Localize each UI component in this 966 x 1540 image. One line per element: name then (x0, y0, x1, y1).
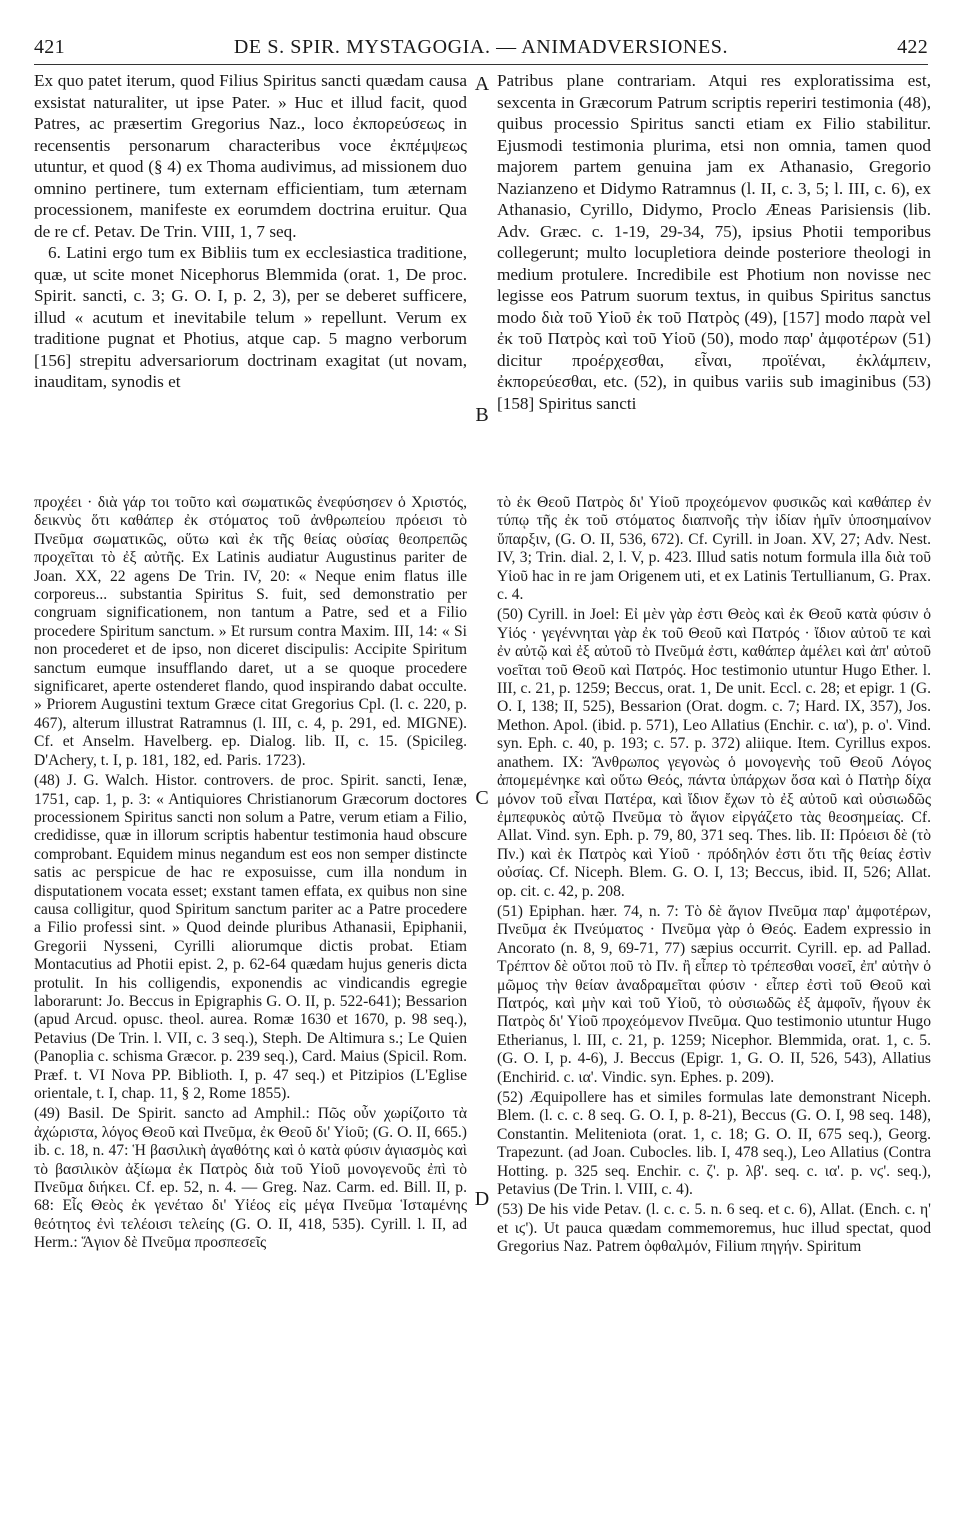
footnotes-right-column (497, 494, 931, 1518)
footnote-48: (48) J. G. Walch. Histor. controvers. de proc. Spirit. sancti, Ienæ, 1751, cap. 1, p. 3: « Antiquiores Christianorum Græcorum doctores processionem Spiritus sancti non solum a Patre, verum etiam a Filio, credidisse, quæ in illorum scriptis habentur testimonia haud obscure comprobant. Equidem minus negandum est eos non semper distincte satis ac perspicue de hac re exposuisse, cum illa nondum in disputationem vocata esset; exstant tamen effata, ex quibus non sine causa colligitur, quod Spiritum sanctum pariter ac a Patre procedere a Filio professi sint. » Quod deinde pluribus Athanasii, Epiphanii, Gregorii Nysseni, Cyrilli aliorumque dictis probat. Etiam Montacutius ad Photii epist. 2, p. 62-64 quædam hujus generis dicta protulit. In his colligendis, exponendis ac vindicandis egregie laborarunt: Jo. Beccus in Epigraphis G. O. II, p. 522-641); Bessarion (apud Arcud. opusc. theol. aurea. Romæ 1630 et 1670, p. 98 seq.), Petavius (De Trin. l. VII, c. 3 seq.), Steph. De Altimura s.; Le Quien (Panoplia c. schisma Græcor. p. 239 seq.), Card. Maius (Spicil. Rom. Præf. t. VI Nova PP. Biblioth. I, p. 47 seq.) et Pitzipios (L'Eglise orientale, t. I, chap. 11, § 2, Rome 1855). (34, 772, 467, 1102)
main-paragraph: 6. Latini ergo tum ex Bibliis tum ex ecclesiastica traditione, quæ, ut scite monet Nicephorus Blemmida (orat. 1, De proc. Spirit. sancti, c. 3; G. O. I, p. 2, 3), per se deberet sufficere, illud « acutum et inevitabile telum » repellunt. Verum ex traditione pugnat et Photius, atque cap. 5 magno verborum [156] strepitu adversariorum doctrinam exagitat (ut novam, inauditam, synodis et (34, 243, 467, 391)
header-rule (34, 64, 928, 65)
page-header (34, 36, 928, 62)
main-text-right-column (497, 70, 931, 488)
main-text-left-column (34, 70, 467, 488)
column-letter-c: C (475, 787, 489, 809)
column-letter-d: D (474, 1188, 490, 1210)
main-paragraph: Patribus plane contrariam. Atqui res exploratissima est, sexcenta in Græcorum Patrum scriptis reperiri testimonia (48), quibus processio Spiritus sancti etiam ex Filio stabilitur. Ejusmodi testimonia plurima, etsi non omnia, tamen quod majorem partem genuina jam ex Athanasio, Gregorio Nazianzeno et Didymo Ratramnus (l. II, c. 3, 5; l. III, c. 6), ex Athanasio, Cyrillo, Didymo, Proclo Æneas Parisiensis (lib. Adv. Græc. c. 1-19, 29-34, 75), ipsius Photii temporibus collegerunt; multo locupletiora deinde posteriore theologi in medium protulere. Incredibile est Photium non novisse nec legisse eos Patrum suorum textus, in quibus Spiritus sanctus modo διὰ τοῦ Υἱοῦ ἐκ τοῦ Πατρὸς (49), [157] modo παρὰ vel ἐκ τοῦ Πατρὸς καὶ τοῦ Υἱοῦ (50), modo παρ' ἀμφοτέρων (51) dicitur προέρχεσθαι, εἶναι, προϊέναι, ἐκλάμπειν, ἐκπορεύεσθαι, etc. (52), in quibus variis sub imaginibus (53) [158] Spiritus sancti (497, 71, 931, 413)
footnote-50: (50) Cyrill. in Joel: Εἰ μὲν γὰρ ἐστι Θεὸς καὶ ἐκ Θεοῦ κατὰ φύσιν ὁ Υἱός · γεγέννηται γὰρ ἐκ τοῦ Θεοῦ καὶ Πατρός · ἴδιον αὐτοῦ τε καὶ ἐν αὐτῷ καὶ ἐξ αὐτοῦ τὸ Πνεῦμά ἐστι, καθάπερ ἀμέλει καὶ ἀπ' αὐτοῦ νοεῖται τοῦ Θεοῦ καὶ Πατρός. Hoc testimonio utuntur Hugo Ether. l. III, c. 21, p. 1259; Beccus, orat. 1, De unit. Eccl. c. 28; et epigr. 1 (G. O. I, 138; II, 525), Bessarion (Orat. dogm. c. 7; Hard. IX, 357), Jos. Methon. Apol. (ibid. p. 571), Leo Allatius (Enchir. c. ια'), p. ο'. Vind. syn. Eph. c. 40, p. 193; c. 57. p. 372) aliique. Item. Cyrillus expos. anathem. IX: Ἄνθρωπος γεγονὼς ὁ μονογενὴς τοῦ Θεοῦ Λόγος ἀπομεμένηκε καὶ οὕτω Θεός, πάντα ὑπάρχων ὅσα καὶ ὁ Πατὴρ δίχα μόνον τοῦ εἶναι Πατέρα, καὶ ἴδιον ἔχων τὸ ἐξ αὐτοῦ καὶ οὐσιωδῶς ἐμπεφυκὸς αὐτῷ Πνεῦμα τὸ ἅγιον εἰργάζετο τὰς θεοσημείας. Cf. Allat. Vind. syn. Eph. p. 79, 80, 371 seq. Thes. lib. II: Πρόεισι δὲ (τὸ Πν.) καὶ ἐκ Πατρὸς καὶ Υἱοῦ · πρόδηλόν ἐστι ὅτι τῆς θείας ἐστὶν οὐσίας. Cf. Niceph. Blem. G. O. I, 13; Beccus, ibid. II, 526; Allat. op. cit. c. 42, p. 208. (497, 606, 931, 900)
page-number-left: 421 (34, 36, 65, 58)
column-letter-a: A (474, 73, 490, 95)
column-letter-b: B (475, 404, 489, 426)
footnote-51: (51) Epiphan. hær. 74, n. 7: Τὸ δὲ ἅγιον Πνεῦμα παρ' ἀμφοτέρων, Πνεῦμα ἐκ Πνεύματος · Πνεῦμα γὰρ ὁ Θεός. Eadem expressio in Ancorato (n. 8, 9, 69-71, 77) sæpius occurrit. Cyrill. ep. ad Pallad. Τρέπτον δὲ οὔτοι ποῦ τὸ Πν. ἢ εἶπερ τὸ τρέπεσθαι νοσεῖ, ἐπ' αὐτὴν ὁ μῶμος τὴν θείαν ἀναδραμεῖται φύσιν · εἶπερ ἐστὶ τοῦ Θεοῦ καὶ Πατρός, καὶ μὴν καὶ τοῦ Υἱοῦ, τὸ οὐσιωδῶς ἐξ ἀμφοῖν, ἤγουν ἐκ Πατρὸς δι' Υἱοῦ προχεόμενον Πνεῦμα. Quo testimonio utuntur Hugo Etherianus, l. III, c. 21, p. 1259; Nicephor. Blemmida, orat. 1, c. 5. (G. O. I, p. 4-6), J. Beccus (Epigr. 1, G. O. II, 526, 543), Allatius (Enchirid. c. ια'. Vindic. syn. Ephes. p. 209). (497, 902, 931, 1086)
page-number-right: 422 (897, 36, 928, 58)
footnote-49: (49) Basil. De Spirit. sancto ad Amphil.: Πῶς οὖν χωρίζοιτο τὰ ἀχώριστα, λόγος Θεοῦ καὶ Πνεῦμα, ἐκ Θεοῦ δι' Υἱοῦ; (G. O. II, 665.) ib. c. 18, n. 47: Ἡ βασιλικὴ ἀγαθότης καὶ ὁ κατὰ φύσιν ἁγιασμὸς καὶ τὸ βασιλικὸν ἀξίωμα ἐκ Πατρὸς διὰ τοῦ Υἱοῦ μονογενοῦς ἐπὶ τὸ Πνεῦμα διήκει. Cf. ep. 52, n. 4. — Greg. Naz. Carm. ed. Bill. II, p. 68: Εἷς Θεὸς ἐκ γενέταο δι' Υἱέος εἰς μέγα Πνεῦμα Ἱσταμένης θεότητος ἐνὶ τελέοισι τελείης (G. O. II, 418, 535). Cyrill. l. II, ad Herm.: Ἅγιον δὲ Πνεῦμα προσπεσεῖς (34, 1105, 467, 1252)
footnote: τὸ ἐκ Θεοῦ Πατρὸς δι' Υἱοῦ προχεόμενον φυσικῶς καὶ καθάπερ ἐν τύπῳ τῆς ἐκ τοῦ στόματος διαπνοῆς τὴν ἰδίαν ἡμῖν ὑποσημαίνον ὕπαρξιν, (G. O. II, 536, 672). Cf. Cyrill. in Joan. XV, 27; Adv. Nest. IV, 3; Trin. dial. 2, l. V, p. 423. Illud satis notum formula illa διὰ τοῦ Υἱοῦ hac in re jam Origenem uti, et ex Latinis Tertullianum, G. Prax. c. 4. (497, 494, 931, 604)
running-title: DE S. SPIR. MYSTAGOGIA. — ANIMADVERSIONES. (233, 36, 729, 58)
main-paragraph: Ex quo patet iterum, quod Filius Spiritus sancti quædam causa exsistat naturaliter, ut ipse Pater. » Huc et illud facit, quod Patres, ac præsertim Gregorius Naz., loco ἐκπορεύσεως in recensentis personarum characteribus voce ἐκπέμψεως utuntur, et quod (§ 4) ex Thoma audivimus, ad missionem duo omnino pertinere, tum externam efficientiam, tum æternam processionem, manifeste ex eorumdem doctrina eruitur. Qua de re cf. Petav. De Trin. VIII, 1, 7 seq. (34, 71, 467, 241)
footnote-53: (53) De his vide Petav. (l. c. c. 5. n. 6 seq. et c. 6), Allat. (Ench. c. η' et ιϛ'). Ut pauca quædam commemoremus, huc illud spectat, quod Gregorius Naz. Patrem ὀφθαλμόν, Filium πηγήν. Spiritum (497, 1201, 931, 1256)
footnotes-left-column (34, 494, 467, 1518)
footnote-52: (52) Æquipollere has et similes formulas late demonstrant Niceph. Blem. (l. c. c. 8 seq. G. O. I, p. 8-21), Beccus (G. O. I, 98 seq. 148), Constantin. Meliteniota (orat. 1, c. 18; G. O. II, 675 seq.), Georg. Trapezunt. (ad Joan. Cubocles. lib. I, 478 seq.), Leo Allatius (Contra Hotting. p. 325 seq. Enchir. c. ζ'. p. λβ'. seq. c. ια'. p. νϛ'. seq.), Petavius (De Trin. l. VIII, c. 4). (497, 1089, 931, 1199)
footnote: προχέει · διὰ γάρ τοι τοῦτο καὶ σωματικῶς ἐνεφύσησεν ὁ Χριστός, δεικνὺς ὅτι καθάπερ ἐκ στόματος τοῦ ἀνθρωπείου πρόεισι τὸ Πνεῦμα σωματικῶς, οὕτω καὶ ἐκ τῆς θείας οὐσίας θεοπρεπῶς προχεῖται τὸ ἐξ αὐτῆς. Ex Latinis audiatur Augustinus pariter de Joan. XX, 22 agens De Trin. IV, 20: « Neque enim flatus ille corporeus... substantia Spiritus S. fuit, sed demonstratio per congruam significationem, non tantum a Patre, sed et a Filio procedere Spiritum sanctum. » Et rursum contra Maxim. III, 14: « Si non procederet et de ipso, non diceret discipulis: Accipite Spiritum sanctum eumque insufflando daret, ut a se quoque procedere significaret, aperte ostenderet flando, quod inspirando dabat occulte. » Priorem Augustini textum Græce citat Gregorius Cpl. (l. c. 220, p. 467), alterum illustrat Ratramnus (l. III, c. 4, p. 291, ed. MIGNE). Cf. et Anselm. Havelberg. ep. Dialog. lib. II, c. 15. (Spicileg. D'Achery, t. I, p. 181, 182, ed. Paris. 1723). (34, 494, 467, 769)
